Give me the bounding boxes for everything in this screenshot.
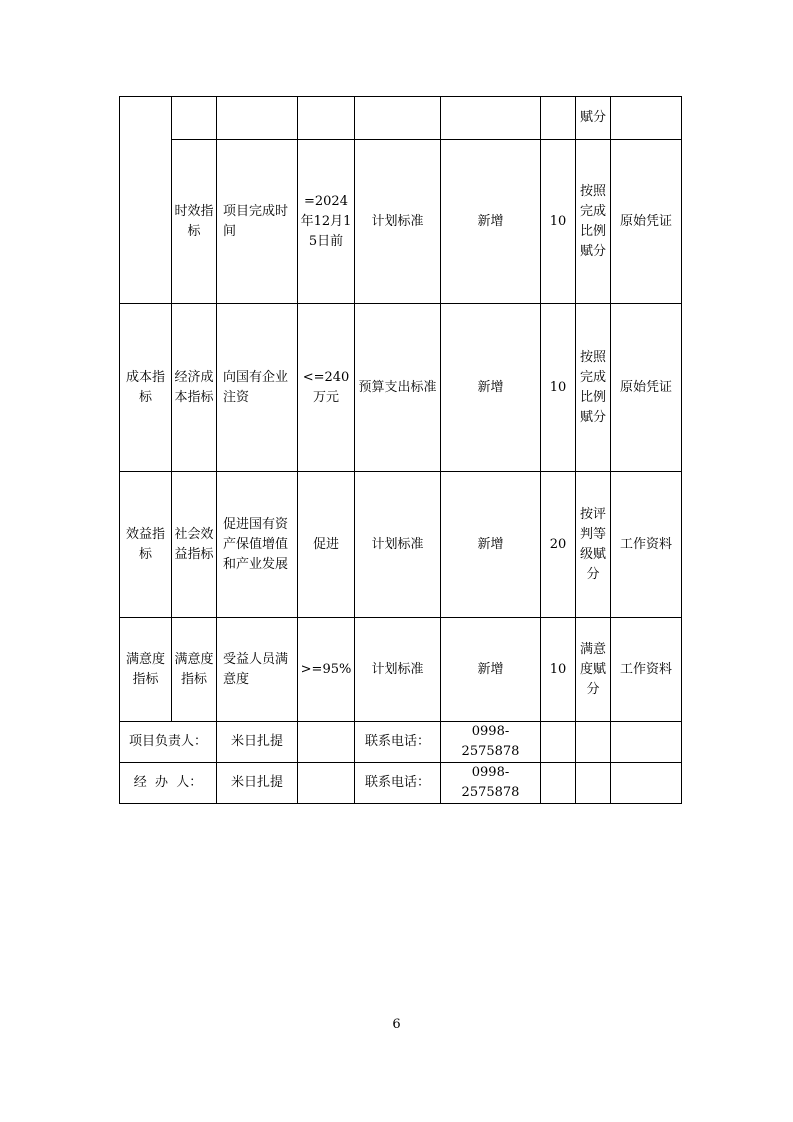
category-cell: 成本指标	[120, 304, 172, 472]
subcategory-cell: 时效指标	[172, 140, 217, 304]
indicator-cell: 向国有企业注资	[217, 304, 298, 472]
standard-cell: 计划标准	[355, 140, 441, 304]
standard-cell: 计划标准	[355, 472, 441, 618]
scoring-method-cell: 满意度赋分	[576, 618, 611, 722]
target-cell: 促进	[298, 472, 355, 618]
footer-row-handler	[120, 763, 682, 804]
table-row	[120, 304, 682, 472]
footer-label: 经 办 人：	[120, 763, 217, 804]
evidence-cell: 工作资料	[611, 618, 682, 722]
evidence-cell: 原始凭证	[611, 304, 682, 472]
standard-cell	[355, 97, 441, 140]
table-row	[120, 140, 682, 304]
evidence-cell	[611, 97, 682, 140]
subcategory-cell: 社会效益指标	[172, 472, 217, 618]
indicator-cell: 项目完成时间	[217, 140, 298, 304]
footer-phone: 0998-2575878	[441, 763, 541, 804]
footer-phone: 0998-2575878	[441, 722, 541, 763]
footer-label: 项目负责人：	[120, 722, 217, 763]
type-cell	[441, 97, 541, 140]
footer-phone-label: 联系电话：	[355, 722, 441, 763]
target-cell: <=240万元	[298, 304, 355, 472]
score-cell: 10	[541, 304, 576, 472]
footer-name: 米日扎提	[217, 722, 298, 763]
footer-phone-label: 联系电话：	[355, 763, 441, 804]
footer-name: 米日扎提	[217, 763, 298, 804]
standard-cell: 预算支出标准	[355, 304, 441, 472]
score-cell: 20	[541, 472, 576, 618]
type-cell: 新增	[441, 140, 541, 304]
indicator-cell: 促进国有资产保值增值和产业发展	[217, 472, 298, 618]
target-cell: >=95%	[298, 618, 355, 722]
category-cell: 效益指标	[120, 472, 172, 618]
table-row	[120, 618, 682, 722]
category-cell	[120, 97, 172, 304]
indicator-cell: 受益人员满意度	[217, 618, 298, 722]
type-cell: 新增	[441, 618, 541, 722]
score-cell	[541, 97, 576, 140]
type-cell: 新增	[441, 472, 541, 618]
table-row	[120, 97, 682, 140]
scoring-method-cell: 按照完成比例赋分	[576, 140, 611, 304]
scoring-method-cell: 按照完成比例赋分	[576, 304, 611, 472]
subcategory-cell	[172, 97, 217, 140]
performance-indicator-table	[119, 96, 682, 804]
scoring-method-cell: 按评判等级赋分	[576, 472, 611, 618]
page-number: 6	[392, 1017, 401, 1032]
table-row	[120, 472, 682, 618]
score-cell: 10	[541, 618, 576, 722]
score-cell: 10	[541, 140, 576, 304]
subcategory-cell: 满意度指标	[172, 618, 217, 722]
standard-cell: 计划标准	[355, 618, 441, 722]
footer-row-manager	[120, 722, 682, 763]
evidence-cell: 原始凭证	[611, 140, 682, 304]
indicator-cell	[217, 97, 298, 140]
target-cell	[298, 97, 355, 140]
scoring-method-cell: 赋分	[576, 97, 611, 140]
target-cell: =2024年12月15日前	[298, 140, 355, 304]
type-cell: 新增	[441, 304, 541, 472]
evidence-cell: 工作资料	[611, 472, 682, 618]
category-cell: 满意度指标	[120, 618, 172, 722]
subcategory-cell: 经济成本指标	[172, 304, 217, 472]
